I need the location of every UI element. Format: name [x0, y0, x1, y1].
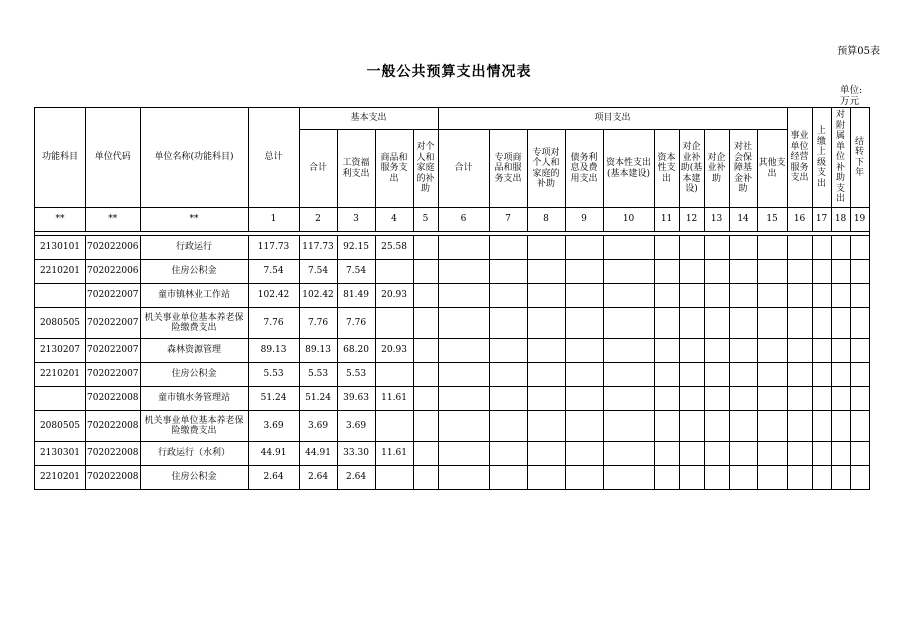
- empty-cell: [850, 411, 869, 442]
- index-cell: 6: [438, 208, 489, 232]
- unit-name-cell: 住房公积金: [140, 466, 248, 490]
- table-header: [35, 108, 870, 236]
- func-code-cell: 2210201: [35, 466, 86, 490]
- empty-cell: [654, 260, 679, 284]
- index-cell: 11: [654, 208, 679, 232]
- empty-cell: [704, 442, 729, 466]
- empty-cell: [812, 339, 831, 363]
- empty-cell: [831, 411, 850, 442]
- empty-cell: [757, 308, 787, 339]
- empty-cell: [527, 442, 565, 466]
- goods-cell: 11.61: [375, 442, 413, 466]
- table-row: [35, 260, 870, 284]
- header-basic-col-1: 合计: [299, 130, 337, 208]
- total-cell: 7.76: [248, 308, 299, 339]
- empty-cell: [729, 466, 757, 490]
- empty-cell: [413, 260, 438, 284]
- header-unit-code: 单位代码: [86, 108, 141, 208]
- index-cell: 4: [375, 208, 413, 232]
- empty-cell: [704, 308, 729, 339]
- empty-cell: [603, 387, 654, 411]
- header-total: 总计: [248, 108, 299, 208]
- goods-cell: [375, 466, 413, 490]
- unit-code-cell: 702022008: [86, 411, 141, 442]
- empty-cell: [565, 442, 603, 466]
- form-number: 预算05表: [837, 46, 880, 57]
- empty-cell: [438, 442, 489, 466]
- goods-cell: 25.58: [375, 236, 413, 260]
- empty-cell: [489, 284, 527, 308]
- empty-cell: [729, 284, 757, 308]
- empty-cell: [704, 339, 729, 363]
- unit-code-cell: 702022007: [86, 363, 141, 387]
- empty-cell: [438, 236, 489, 260]
- unit-name-cell: 住房公积金: [140, 260, 248, 284]
- total-cell: 2.64: [248, 466, 299, 490]
- empty-cell: [757, 442, 787, 466]
- empty-cell: [565, 236, 603, 260]
- unit-name-cell: 行政运行: [140, 236, 248, 260]
- func-code-cell: 2210201: [35, 363, 86, 387]
- empty-cell: [603, 236, 654, 260]
- total-cell: 44.91: [248, 442, 299, 466]
- empty-cell: [850, 308, 869, 339]
- wage-cell: 39.63: [337, 387, 375, 411]
- header-tail-2: 上缴上级支出: [812, 108, 831, 208]
- basic-total-cell: 2.64: [299, 466, 337, 490]
- header-project-col-7: 对企业补助(基本建设): [679, 130, 704, 208]
- empty-cell: [489, 411, 527, 442]
- wage-cell: 33.30: [337, 442, 375, 466]
- empty-cell: [729, 339, 757, 363]
- empty-cell: [527, 260, 565, 284]
- empty-cell: [704, 411, 729, 442]
- empty-cell: [850, 466, 869, 490]
- empty-cell: [812, 387, 831, 411]
- unit-name-cell: 森林资源管理: [140, 339, 248, 363]
- empty-cell: [603, 339, 654, 363]
- empty-cell: [757, 339, 787, 363]
- empty-cell: [812, 442, 831, 466]
- empty-cell: [438, 308, 489, 339]
- empty-cell: [757, 236, 787, 260]
- empty-cell: [787, 236, 812, 260]
- empty-cell: [787, 260, 812, 284]
- goods-cell: 20.93: [375, 284, 413, 308]
- empty-cell: [850, 260, 869, 284]
- index-cell: 3: [337, 208, 375, 232]
- empty-cell: [831, 236, 850, 260]
- empty-cell: [527, 411, 565, 442]
- empty-cell: [729, 236, 757, 260]
- empty-cell: [654, 387, 679, 411]
- empty-cell: [489, 442, 527, 466]
- unit-code-cell: 702022006: [86, 260, 141, 284]
- basic-total-cell: 3.69: [299, 411, 337, 442]
- basic-total-cell: 7.76: [299, 308, 337, 339]
- header-unit-name: 单位名称(功能科目): [140, 108, 248, 208]
- empty-cell: [527, 387, 565, 411]
- unit-code-cell: 702022008: [86, 442, 141, 466]
- empty-cell: [654, 442, 679, 466]
- header-project-col-1: 合计: [438, 130, 489, 208]
- empty-cell: [787, 442, 812, 466]
- empty-cell: [757, 411, 787, 442]
- index-cell: 2: [299, 208, 337, 232]
- unit-name-cell: 童市镇水务管理站: [140, 387, 248, 411]
- empty-cell: [831, 387, 850, 411]
- index-cell: **: [86, 208, 141, 232]
- unit-code-cell: 702022006: [86, 236, 141, 260]
- empty-cell: [438, 411, 489, 442]
- func-code-cell: 2130301: [35, 442, 86, 466]
- header-tail-4: 结转下年: [850, 108, 869, 208]
- func-code-cell: [35, 284, 86, 308]
- table-row: [35, 442, 870, 466]
- empty-cell: [565, 260, 603, 284]
- index-cell: 19: [850, 208, 869, 232]
- empty-cell: [438, 363, 489, 387]
- table-body: [35, 236, 870, 490]
- empty-cell: [757, 284, 787, 308]
- header-project-col-8: 对企业补助: [704, 130, 729, 208]
- empty-cell: [679, 339, 704, 363]
- basic-total-cell: 5.53: [299, 363, 337, 387]
- empty-cell: [679, 308, 704, 339]
- empty-cell: [438, 387, 489, 411]
- goods-cell: 11.61: [375, 387, 413, 411]
- func-code-cell: [35, 387, 86, 411]
- unit-code-cell: 702022007: [86, 339, 141, 363]
- index-cell: 5: [413, 208, 438, 232]
- goods-cell: 20.93: [375, 339, 413, 363]
- empty-cell: [527, 466, 565, 490]
- empty-cell: [812, 260, 831, 284]
- table-row: [35, 363, 870, 387]
- empty-cell: [729, 387, 757, 411]
- total-cell: 7.54: [248, 260, 299, 284]
- empty-cell: [850, 339, 869, 363]
- empty-cell: [757, 387, 787, 411]
- goods-cell: [375, 363, 413, 387]
- goods-cell: [375, 308, 413, 339]
- empty-cell: [413, 236, 438, 260]
- func-code-cell: 2210201: [35, 260, 86, 284]
- table-row: [35, 308, 870, 339]
- goods-cell: [375, 411, 413, 442]
- basic-total-cell: 51.24: [299, 387, 337, 411]
- empty-cell: [654, 411, 679, 442]
- index-cell: 14: [729, 208, 757, 232]
- empty-cell: [603, 411, 654, 442]
- wage-cell: 92.15: [337, 236, 375, 260]
- empty-cell: [565, 387, 603, 411]
- basic-total-cell: 44.91: [299, 442, 337, 466]
- empty-cell: [527, 284, 565, 308]
- empty-cell: [787, 363, 812, 387]
- empty-cell: [527, 236, 565, 260]
- empty-cell: [413, 411, 438, 442]
- empty-cell: [812, 308, 831, 339]
- empty-cell: [603, 284, 654, 308]
- index-cell: 15: [757, 208, 787, 232]
- empty-cell: [654, 308, 679, 339]
- empty-cell: [812, 363, 831, 387]
- func-code-cell: 2080505: [35, 308, 86, 339]
- header-project-col-5: 资本性支出(基本建设): [603, 130, 654, 208]
- empty-cell: [438, 339, 489, 363]
- header-project: 项目支出: [438, 108, 787, 130]
- unit-code-cell: 702022007: [86, 284, 141, 308]
- wage-cell: 81.49: [337, 284, 375, 308]
- func-code-cell: 2080505: [35, 411, 86, 442]
- header-basic-col-3: 商品和服务支出: [375, 130, 413, 208]
- table-row: [35, 466, 870, 490]
- empty-cell: [729, 260, 757, 284]
- empty-cell: [489, 260, 527, 284]
- wage-cell: 68.20: [337, 339, 375, 363]
- empty-cell: [729, 411, 757, 442]
- empty-cell: [679, 411, 704, 442]
- index-cell: 1: [248, 208, 299, 232]
- header-func-code: 功能科目: [35, 108, 86, 208]
- empty-cell: [812, 466, 831, 490]
- empty-cell: [850, 236, 869, 260]
- empty-cell: [787, 339, 812, 363]
- empty-cell: [729, 442, 757, 466]
- table-row: [35, 411, 870, 442]
- unit-value: 万元: [840, 96, 860, 107]
- empty-cell: [679, 236, 704, 260]
- empty-cell: [787, 308, 812, 339]
- header-basic-col-4: 对个人和家庭的补助: [413, 130, 438, 208]
- index-cell: **: [140, 208, 248, 232]
- index-row: [35, 208, 870, 232]
- empty-cell: [831, 442, 850, 466]
- empty-cell: [757, 363, 787, 387]
- empty-cell: [704, 387, 729, 411]
- unit-name-cell: 住房公积金: [140, 363, 248, 387]
- table-row: [35, 387, 870, 411]
- total-cell: 3.69: [248, 411, 299, 442]
- basic-total-cell: 7.54: [299, 260, 337, 284]
- empty-cell: [413, 363, 438, 387]
- empty-cell: [787, 466, 812, 490]
- unit-name-cell: 童市镇林业工作站: [140, 284, 248, 308]
- index-cell: 7: [489, 208, 527, 232]
- page-title: 一般公共预算支出情况表: [366, 64, 532, 80]
- empty-cell: [729, 363, 757, 387]
- empty-cell: [565, 466, 603, 490]
- table-row: [35, 284, 870, 308]
- total-cell: 51.24: [248, 387, 299, 411]
- total-cell: 102.42: [248, 284, 299, 308]
- empty-cell: [787, 411, 812, 442]
- empty-cell: [489, 387, 527, 411]
- table-row: [35, 339, 870, 363]
- wage-cell: 7.76: [337, 308, 375, 339]
- index-cell: 17: [812, 208, 831, 232]
- unit-code-cell: 702022007: [86, 308, 141, 339]
- table-row: [35, 236, 870, 260]
- empty-cell: [489, 339, 527, 363]
- empty-cell: [565, 411, 603, 442]
- wage-cell: 7.54: [337, 260, 375, 284]
- total-cell: 5.53: [248, 363, 299, 387]
- empty-cell: [831, 284, 850, 308]
- empty-cell: [831, 466, 850, 490]
- basic-total-cell: 117.73: [299, 236, 337, 260]
- empty-cell: [654, 339, 679, 363]
- empty-cell: [704, 260, 729, 284]
- index-cell: 16: [787, 208, 812, 232]
- empty-cell: [679, 363, 704, 387]
- expenditure-table: [34, 107, 870, 490]
- empty-cell: [413, 284, 438, 308]
- empty-cell: [729, 308, 757, 339]
- wage-cell: 2.64: [337, 466, 375, 490]
- empty-cell: [654, 236, 679, 260]
- header-tail-1: 事业单位经营服务支出: [787, 108, 812, 208]
- empty-cell: [489, 236, 527, 260]
- index-cell: 9: [565, 208, 603, 232]
- empty-cell: [757, 260, 787, 284]
- empty-cell: [438, 284, 489, 308]
- empty-cell: [787, 387, 812, 411]
- wage-cell: 5.53: [337, 363, 375, 387]
- empty-cell: [603, 442, 654, 466]
- empty-cell: [603, 260, 654, 284]
- empty-cell: [704, 284, 729, 308]
- empty-cell: [757, 466, 787, 490]
- empty-cell: [812, 284, 831, 308]
- empty-cell: [438, 466, 489, 490]
- basic-total-cell: 102.42: [299, 284, 337, 308]
- empty-cell: [413, 339, 438, 363]
- goods-cell: [375, 260, 413, 284]
- empty-cell: [413, 387, 438, 411]
- empty-cell: [527, 308, 565, 339]
- empty-cell: [812, 236, 831, 260]
- header-tail-3: 对附属单位补助支出: [831, 108, 850, 208]
- unit-code-cell: 702022008: [86, 466, 141, 490]
- empty-cell: [438, 260, 489, 284]
- empty-cell: [603, 308, 654, 339]
- empty-cell: [565, 339, 603, 363]
- total-cell: 117.73: [248, 236, 299, 260]
- empty-cell: [704, 236, 729, 260]
- unit-label: 单位:: [840, 85, 863, 96]
- empty-cell: [413, 466, 438, 490]
- unit-code-cell: 702022008: [86, 387, 141, 411]
- func-code-cell: 2130207: [35, 339, 86, 363]
- unit-note: [840, 85, 863, 107]
- empty-cell: [831, 363, 850, 387]
- empty-cell: [565, 363, 603, 387]
- func-code-cell: 2130101: [35, 236, 86, 260]
- header-project-col-2: 专项商品和服务支出: [489, 130, 527, 208]
- header-project-col-3: 专项对个人和家庭的补助: [527, 130, 565, 208]
- index-cell: 8: [527, 208, 565, 232]
- empty-cell: [527, 363, 565, 387]
- index-cell: 18: [831, 208, 850, 232]
- empty-cell: [489, 363, 527, 387]
- index-cell: 13: [704, 208, 729, 232]
- empty-cell: [679, 466, 704, 490]
- empty-cell: [704, 363, 729, 387]
- empty-cell: [603, 466, 654, 490]
- empty-cell: [565, 308, 603, 339]
- empty-cell: [850, 363, 869, 387]
- empty-cell: [850, 442, 869, 466]
- unit-name-cell: 行政运行（水利）: [140, 442, 248, 466]
- index-cell: **: [35, 208, 86, 232]
- header-project-col-4: 债务利息及费用支出: [565, 130, 603, 208]
- header-project-col-9: 对社会保障基金补助: [729, 130, 757, 208]
- empty-cell: [850, 284, 869, 308]
- header-basic-col-2: 工资福利支出: [337, 130, 375, 208]
- empty-cell: [679, 260, 704, 284]
- empty-cell: [565, 284, 603, 308]
- empty-cell: [654, 284, 679, 308]
- empty-cell: [413, 308, 438, 339]
- wage-cell: 3.69: [337, 411, 375, 442]
- empty-cell: [831, 339, 850, 363]
- empty-cell: [704, 466, 729, 490]
- unit-name-cell: 机关事业单位基本养老保险缴费支出: [140, 308, 248, 339]
- empty-cell: [654, 466, 679, 490]
- header-basic: 基本支出: [299, 108, 438, 130]
- empty-cell: [489, 466, 527, 490]
- empty-cell: [413, 442, 438, 466]
- empty-cell: [679, 387, 704, 411]
- empty-cell: [679, 442, 704, 466]
- total-cell: 89.13: [248, 339, 299, 363]
- index-cell: 12: [679, 208, 704, 232]
- index-cell: 10: [603, 208, 654, 232]
- empty-cell: [787, 284, 812, 308]
- empty-cell: [489, 308, 527, 339]
- empty-cell: [850, 387, 869, 411]
- header-project-col-10: 其他支出: [757, 130, 787, 208]
- empty-cell: [812, 411, 831, 442]
- empty-cell: [603, 363, 654, 387]
- empty-cell: [679, 284, 704, 308]
- empty-cell: [527, 339, 565, 363]
- empty-cell: [831, 308, 850, 339]
- header-project-col-6: 资本性支出: [654, 130, 679, 208]
- empty-cell: [654, 363, 679, 387]
- unit-name-cell: 机关事业单位基本养老保险缴费支出: [140, 411, 248, 442]
- empty-cell: [831, 260, 850, 284]
- basic-total-cell: 89.13: [299, 339, 337, 363]
